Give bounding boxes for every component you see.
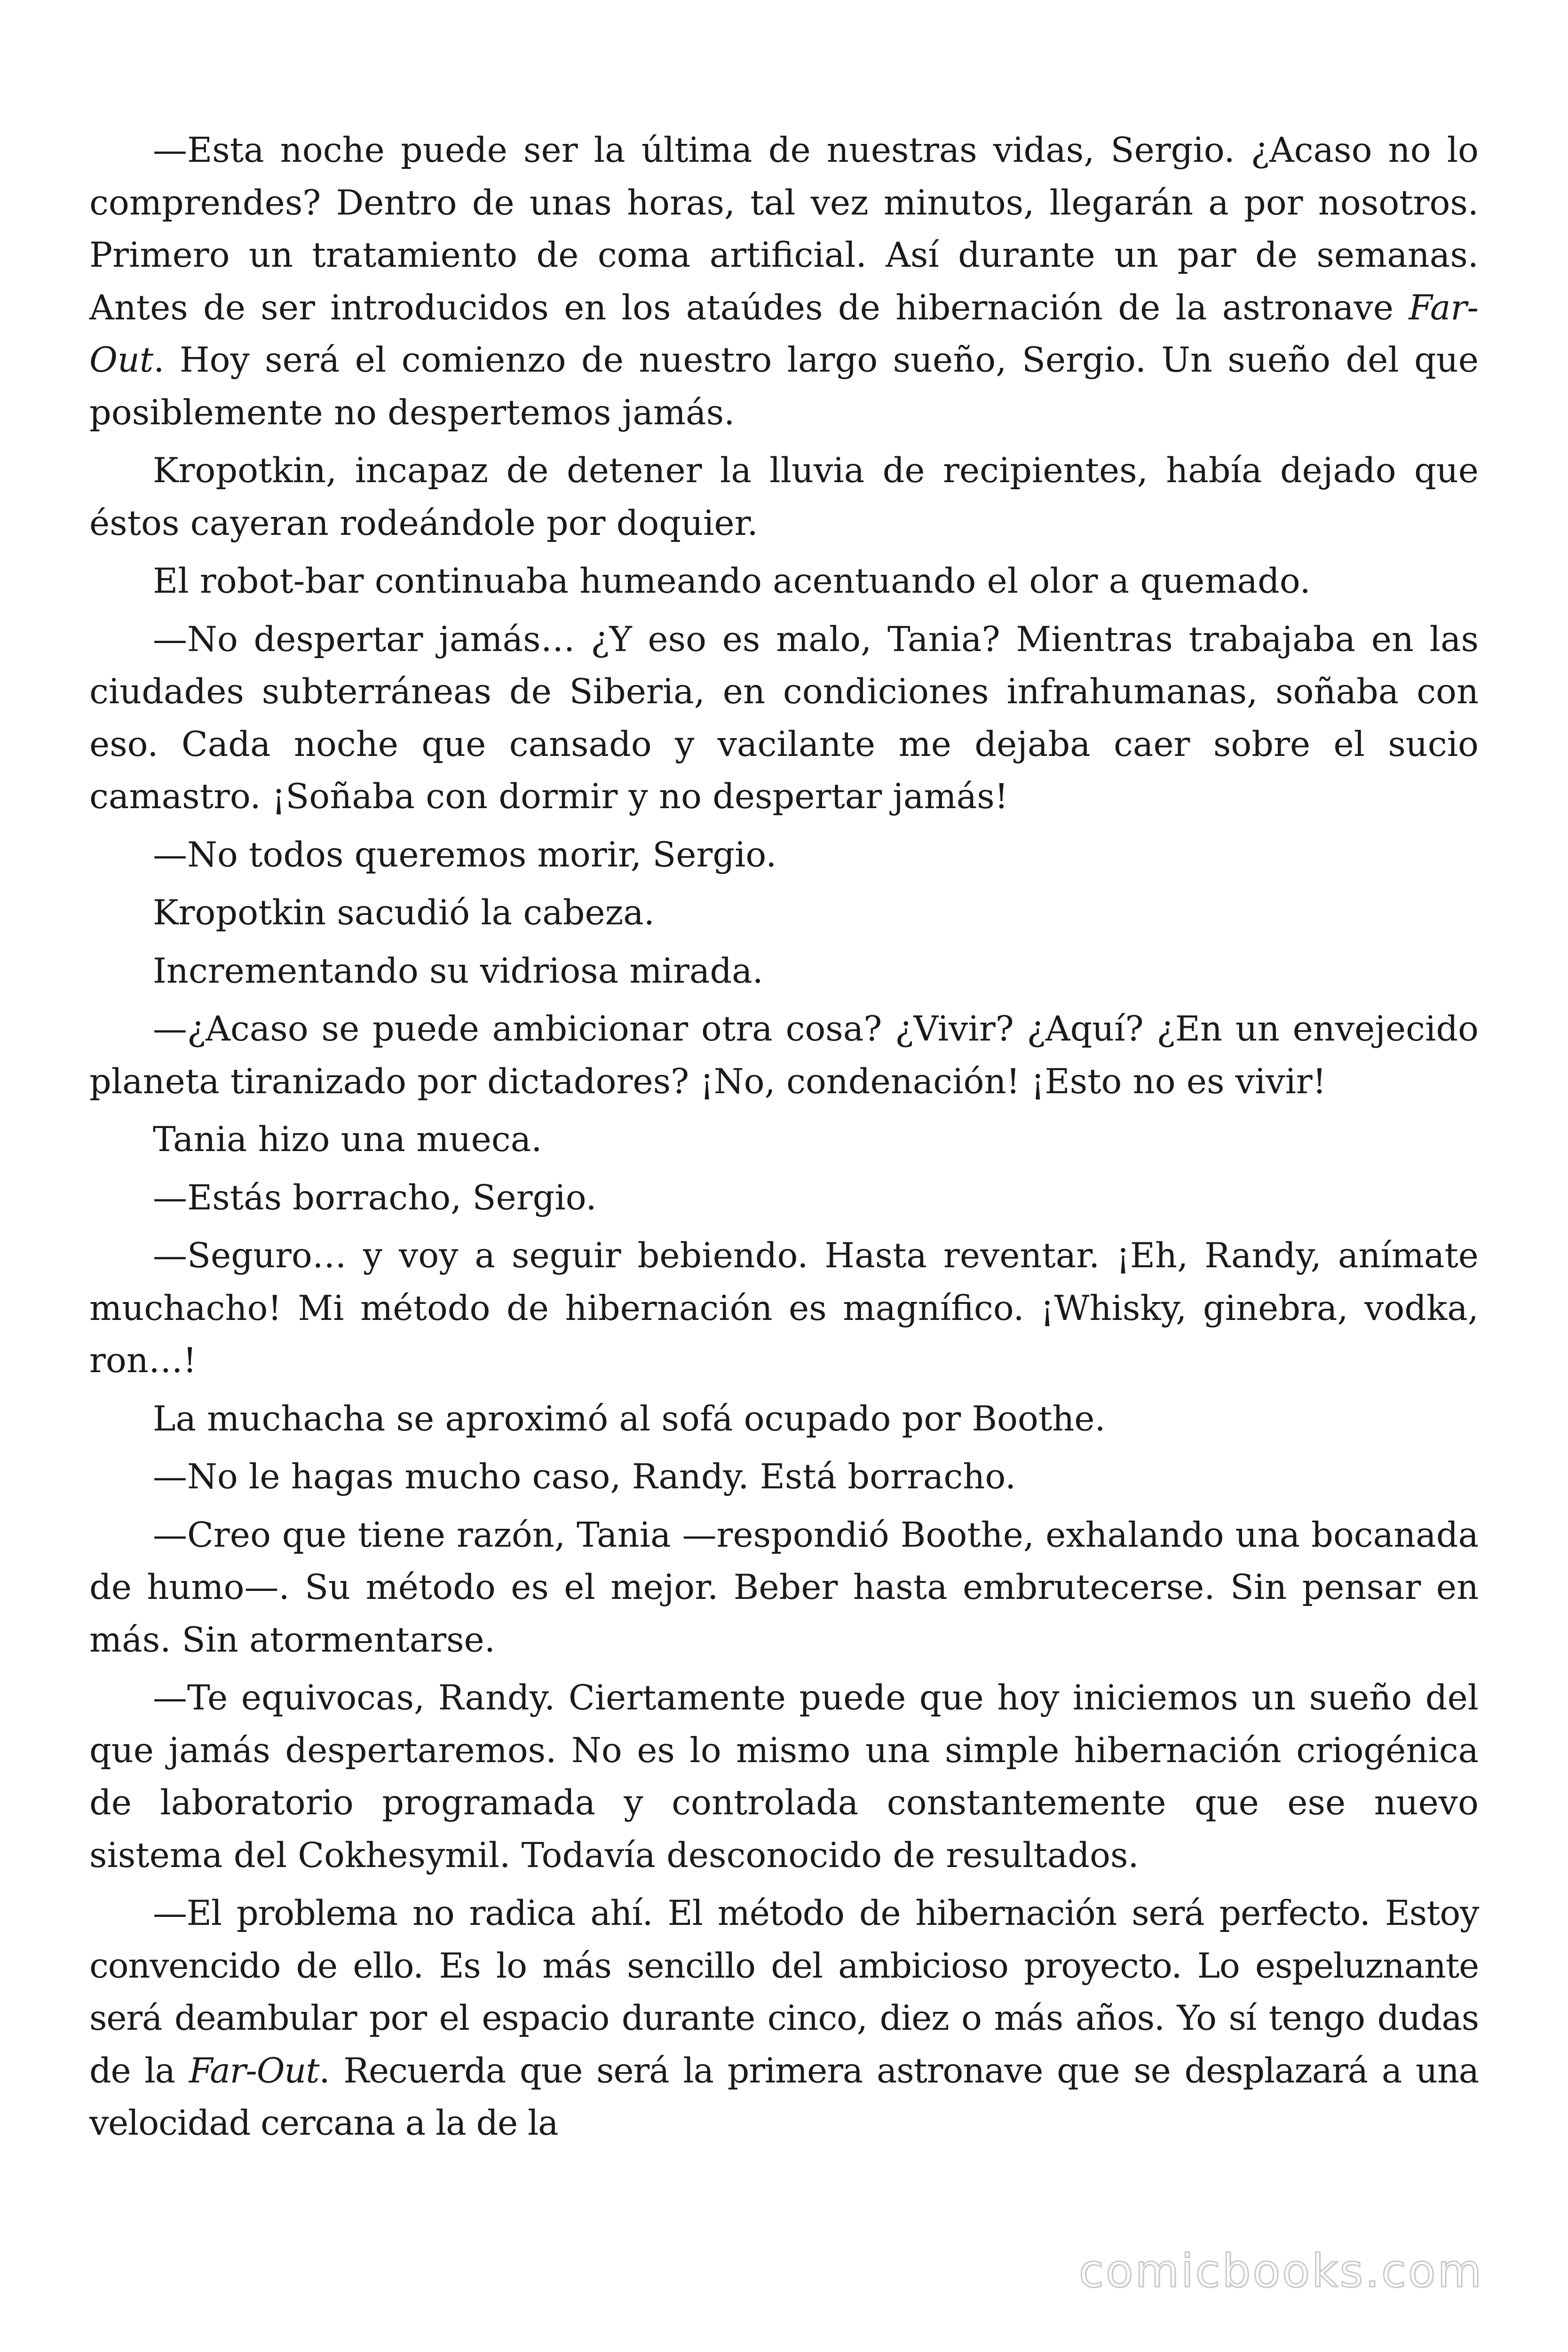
paragraph: Incrementando su vidriosa mirada. (153, 951, 763, 991)
paragraph: —¿Acaso se puede ambicionar otra cosa? ¿Vivir? ¿Aquí? ¿En un envejecido planeta tiranizado por dictadores? ¡No, condenación! ¡Esto no es vivir! (89, 1009, 1479, 1102)
paragraph: —No todos queremos morir, Sergio. (153, 834, 777, 875)
paragraph: —Esta noche puede ser la última de nuestras vidas, Sergio. ¿Acaso no lo comprendes? Dentro de unas horas, tal vez minutos, llegarán a por nosotros. Primero un tratamiento de coma artificial. Así durante un par de semanas. Antes de ser introducidos en los ataúdes de hibernación de la astronave Far-Out. Hoy será el comienzo de nuestro largo sueño, Sergio. Un sueño del que posiblemente no despertemos jamás. (89, 130, 1479, 433)
paragraph: Kropotkin, incapaz de detener la lluvia de recipientes, había dejado que éstos cayeran rodeándole por doquier. (89, 451, 1479, 543)
paragraph: —Estás borracho, Sergio. (153, 1177, 597, 1218)
paragraph: —Creo que tiene razón, Tania —respondió Boothe, exhalando una bocanada de humo—. Su método es el mejor. Beber hasta embrutecerse. Sin pensar en más. Sin atormentarse. (89, 1515, 1479, 1660)
paragraph: La muchacha se aproximó al sofá ocupado por Boothe. (153, 1398, 1106, 1439)
paragraph: —No despertar jamás… ¿Y eso es malo, Tania? Mientras trabajaba en las ciudades subterráneas de Siberia, en condiciones infrahumanas, soñaba con eso. Cada noche que cansado y vacilante me dejaba caer sobre el sucio camastro. ¡Soñaba con dormir y no despertar jamás! (89, 619, 1479, 817)
paragraph: Kropotkin sacudió la cabeza. (153, 893, 655, 933)
paragraph: —El problema no radica ahí. El método de hibernación será perfecto. Estoy convencido de ello. Es lo más sencillo del ambicioso proyecto. Lo espeluznante será deambular por el espacio durante cinco, diez o más años. Yo sí tengo dudas de la Far-Out. Recuerda que será la primera astronave que se desplazará a una velocidad cercana a la de la (89, 1893, 1479, 2143)
body-text (89, 124, 1479, 2150)
paragraph: —No le hagas mucho caso, Randy. Está borracho. (153, 1457, 1016, 1497)
paragraph: —Te equivocas, Randy. Ciertamente puede que hoy iniciemos un sueño del que jamás despertaremos. No es lo mismo una simple hibernación criogénica de laboratorio programada y controlada constantemente que ese nuevo sistema del Cokhesymil. Todavía desconocido de resultados. (89, 1678, 1479, 1875)
paragraph: Tania hizo una mueca. (153, 1120, 542, 1160)
paragraph: El robot-bar continuaba humeando acentuando el olor a quemado. (153, 561, 1311, 601)
paragraph: —Seguro… y voy a seguir bebiendo. Hasta reventar. ¡Eh, Randy, anímate muchacho! Mi método de hibernación es magnífico. ¡Whisky, ginebra, vodka, ron…! (89, 1236, 1479, 1381)
watermark-logo: comicbooks.com (1078, 2245, 1483, 2297)
